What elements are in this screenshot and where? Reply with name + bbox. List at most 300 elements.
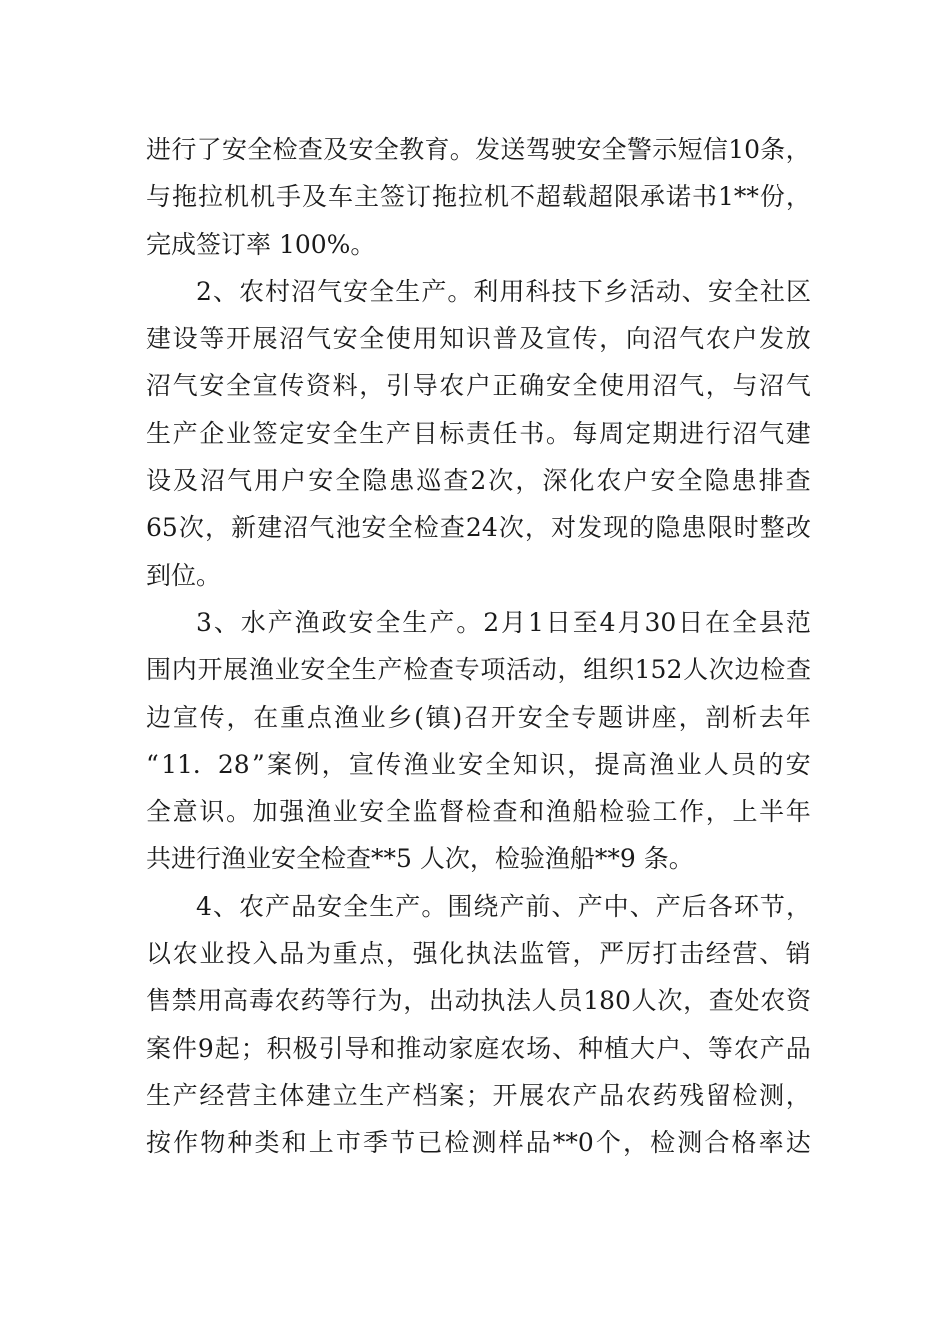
glyph: 渔 xyxy=(248,655,274,685)
glyph: 件 xyxy=(171,1033,197,1063)
glyph: 、 xyxy=(681,1033,707,1063)
glyph: 、 xyxy=(551,891,577,921)
glyph: 及 xyxy=(302,182,328,212)
glyph: 警 xyxy=(626,135,652,164)
glyph: 座 xyxy=(651,702,677,732)
glyph: 家 xyxy=(448,1033,474,1063)
glyph: 户 xyxy=(655,1033,681,1063)
glyph: 极 xyxy=(292,1033,318,1063)
glyph: 全 xyxy=(733,276,759,306)
glyph: 4 xyxy=(196,891,212,921)
glyph: 安 xyxy=(348,607,374,637)
glyph: 击 xyxy=(679,939,705,969)
glyph: 推 xyxy=(396,1033,422,1063)
glyph: 安 xyxy=(305,418,331,448)
glyph: 留 xyxy=(705,1080,731,1110)
glyph: 安 xyxy=(785,749,811,779)
glyph: 作 xyxy=(679,797,705,827)
glyph: 沼 xyxy=(291,276,317,306)
glyph: 2 xyxy=(470,466,487,496)
glyph: 时 xyxy=(733,513,759,543)
glyph: 安 xyxy=(332,324,358,354)
glyph: 资 xyxy=(785,986,811,1016)
glyph: ， xyxy=(515,466,541,496)
glyph: 引 xyxy=(385,371,411,401)
glyph: 展 xyxy=(223,655,249,685)
glyph: 产 xyxy=(499,891,525,921)
glyph: 传 xyxy=(279,371,305,401)
glyph: 检 xyxy=(413,513,439,543)
glyph: 业 xyxy=(332,797,358,827)
glyph: 载 xyxy=(562,182,588,212)
glyph: 入 xyxy=(252,939,278,969)
glyph: 次 xyxy=(498,513,524,543)
text-line xyxy=(146,883,811,930)
glyph: 动 xyxy=(422,1033,448,1063)
glyph: 活 xyxy=(506,655,532,685)
glyph: 安 xyxy=(545,371,571,401)
glyph: 员 xyxy=(557,986,583,1016)
glyph: 了 xyxy=(196,135,222,164)
glyph: 安 xyxy=(221,135,247,164)
glyph: 24 xyxy=(465,513,498,543)
glyph: 、 xyxy=(212,276,238,306)
glyph: 农 xyxy=(238,891,264,921)
glyph: 为 xyxy=(305,939,331,969)
glyph: 验 xyxy=(625,797,651,827)
glyph: 禁 xyxy=(171,986,197,1016)
glyph: 任 xyxy=(492,418,518,448)
glyph: ( xyxy=(414,702,424,732)
glyph: 180 xyxy=(583,986,631,1016)
glyph: 育 xyxy=(424,135,450,164)
glyph: 前 xyxy=(525,891,551,921)
glyph: 检 xyxy=(650,1128,676,1158)
glyph: 患 xyxy=(389,466,415,496)
glyph: 政 xyxy=(321,607,347,637)
glyph: 周 xyxy=(599,418,625,448)
glyph: ； xyxy=(465,1080,491,1110)
glyph: ， xyxy=(785,891,811,921)
glyph: ” xyxy=(251,749,265,779)
glyph: 格 xyxy=(731,1128,757,1158)
glyph: ， xyxy=(623,1128,649,1158)
glyph: ， xyxy=(785,1080,811,1110)
glyph: 全 xyxy=(601,135,627,164)
glyph: 以 xyxy=(146,939,172,969)
glyph: 节 xyxy=(759,891,785,921)
glyph: 目 xyxy=(412,418,438,448)
glyph: 诺 xyxy=(666,182,692,212)
glyph: 案 xyxy=(267,749,293,779)
glyph: 生 xyxy=(351,655,377,685)
glyph: 船 xyxy=(572,797,598,827)
glyph: ， xyxy=(705,797,731,827)
glyph: 全 xyxy=(385,797,411,827)
glyph: 气 xyxy=(679,324,705,354)
glyph: 4 xyxy=(599,607,616,637)
glyph: 、 xyxy=(213,607,239,637)
glyph: 镇 xyxy=(425,702,451,732)
glyph: 行 xyxy=(351,986,377,1016)
glyph: 查 xyxy=(428,655,454,685)
glyph: 范 xyxy=(785,607,811,637)
glyph: 科 xyxy=(525,276,551,306)
glyph: 拉 xyxy=(198,182,224,212)
glyph: 率 xyxy=(758,1128,784,1158)
glyph: 拖 xyxy=(172,182,198,212)
glyph: 深 xyxy=(542,466,568,496)
glyph: 药 xyxy=(652,1080,678,1110)
glyph: 例 xyxy=(294,749,320,779)
glyph: 出 xyxy=(428,986,454,1016)
glyph: 日 xyxy=(545,607,571,637)
glyph: 至 xyxy=(572,607,598,637)
glyph: ， xyxy=(359,371,385,401)
glyph: ， xyxy=(567,749,593,779)
glyph: 沼 xyxy=(652,324,678,354)
glyph: 设 xyxy=(172,324,198,354)
glyph: 示 xyxy=(652,135,678,164)
glyph: 全 xyxy=(343,891,369,921)
glyph: 安 xyxy=(343,276,369,306)
glyph: 开 xyxy=(490,702,516,732)
glyph: 30 xyxy=(644,607,677,637)
glyph: 沼 xyxy=(759,371,785,401)
glyph: 生 xyxy=(359,1080,385,1110)
glyph: 农 xyxy=(733,1033,759,1063)
glyph: 全 xyxy=(375,607,401,637)
glyph: 业 xyxy=(199,939,225,969)
glyph: 全 xyxy=(373,135,399,164)
glyph: 农 xyxy=(596,466,622,496)
glyph: 为 xyxy=(377,986,403,1016)
glyph: 销 xyxy=(785,939,811,969)
glyph: 全 xyxy=(332,418,358,448)
glyph: 植 xyxy=(604,1033,630,1063)
glyph: 渔 xyxy=(305,797,331,827)
glyph: ， xyxy=(321,749,347,779)
glyph: 安 xyxy=(199,371,225,401)
glyph: 导 xyxy=(344,1033,370,1063)
glyph: 意 xyxy=(172,797,198,827)
glyph: 农 xyxy=(625,1080,651,1110)
glyph: 承 xyxy=(640,182,666,212)
glyph: 户 xyxy=(465,371,491,401)
glyph: 水 xyxy=(240,607,266,637)
glyph: 讲 xyxy=(624,702,650,732)
glyph: 安 xyxy=(707,276,733,306)
glyph: 业 xyxy=(360,702,386,732)
glyph: 责 xyxy=(465,418,491,448)
glyph: 人 xyxy=(683,655,709,685)
glyph: 季 xyxy=(363,1128,389,1158)
glyph: 沼 xyxy=(732,418,758,448)
text-line xyxy=(146,457,811,504)
glyph: 识 xyxy=(199,797,225,827)
glyph: 样 xyxy=(498,1128,524,1158)
glyph: 达 xyxy=(785,1128,811,1158)
glyph: 开 xyxy=(492,1080,518,1110)
glyph: 庭 xyxy=(474,1033,500,1063)
glyph: 、 xyxy=(212,891,238,921)
glyph: 组 xyxy=(583,655,609,685)
text-line xyxy=(146,930,811,977)
glyph: 全 xyxy=(225,371,251,401)
glyph: 教 xyxy=(399,135,425,164)
glyph: 检 xyxy=(403,655,429,685)
glyph: 定 xyxy=(625,418,651,448)
glyph: 拉 xyxy=(458,182,484,212)
glyph: 场 xyxy=(526,1033,552,1063)
glyph: 农 xyxy=(500,1033,526,1063)
text-line xyxy=(146,362,811,409)
glyph: 点 xyxy=(359,939,385,969)
glyph: 业 xyxy=(274,655,300,685)
glyph: 。 xyxy=(225,797,251,827)
glyph: 正 xyxy=(492,371,518,401)
glyph: 体 xyxy=(279,1080,305,1110)
glyph: 社 xyxy=(759,276,785,306)
glyph: 订 xyxy=(406,182,432,212)
glyph: 农 xyxy=(545,1080,571,1110)
glyph: 检 xyxy=(272,135,298,164)
glyph: 营 xyxy=(732,939,758,969)
glyph: 产 xyxy=(385,418,411,448)
glyph: 织 xyxy=(608,655,634,685)
glyph: 强 xyxy=(279,797,305,827)
glyph: 化 xyxy=(439,939,465,969)
glyph: 全 xyxy=(146,797,172,827)
glyph: 。 xyxy=(421,891,447,921)
text-line: 共进行渔业安全检查**5 人次，检验渔船**9 条。 xyxy=(146,844,694,874)
glyph: 行 xyxy=(171,135,197,164)
glyph: 产 xyxy=(577,891,603,921)
glyph: 高 xyxy=(223,986,249,1016)
glyph: 现 xyxy=(603,513,629,543)
glyph: 边 xyxy=(734,655,760,685)
glyph: 品 xyxy=(279,939,305,969)
glyph: 围 xyxy=(146,655,172,685)
glyph: 书 xyxy=(519,418,545,448)
glyph: 案 xyxy=(146,1033,172,1063)
glyph: 气 xyxy=(227,466,253,496)
glyph: 产 xyxy=(172,1080,198,1110)
glyph: 安 xyxy=(361,513,387,543)
glyph: 资 xyxy=(305,371,331,401)
glyph: 县 xyxy=(758,607,784,637)
glyph: 展 xyxy=(519,1080,545,1110)
glyph: 和 xyxy=(370,1033,396,1063)
glyph: 动 xyxy=(655,276,681,306)
glyph: ， xyxy=(204,513,230,543)
glyph: 对 xyxy=(551,513,577,543)
glyph: 题 xyxy=(598,702,624,732)
glyph: 车 xyxy=(328,182,354,212)
text-line xyxy=(146,173,811,220)
glyph: 动 xyxy=(531,655,557,685)
glyph: 重 xyxy=(332,939,358,969)
glyph: 后 xyxy=(681,891,707,921)
glyph: 不 xyxy=(510,182,536,212)
glyph: 。 xyxy=(447,276,473,306)
glyph: ， xyxy=(785,135,811,164)
glyph: 发 xyxy=(475,135,501,164)
text-line xyxy=(146,599,811,646)
glyph: 检 xyxy=(599,797,625,827)
text-line: 完成签订率 100%。 xyxy=(146,229,376,259)
glyph: 档 xyxy=(412,1080,438,1110)
glyph: 10 xyxy=(728,135,760,164)
glyph: 驾 xyxy=(525,135,551,164)
glyph: 的 xyxy=(758,749,784,779)
glyph: 等 xyxy=(707,1033,733,1063)
glyph: 知 xyxy=(512,749,538,779)
glyph: 建 xyxy=(305,1080,331,1110)
glyph: 发 xyxy=(577,513,603,543)
glyph: 1** xyxy=(718,182,759,212)
glyph: 产 xyxy=(429,607,455,637)
glyph: 新 xyxy=(231,513,257,543)
glyph: 识 xyxy=(540,749,566,779)
glyph: 的 xyxy=(629,513,655,543)
glyph: 渔 xyxy=(294,607,320,637)
glyph: 产 xyxy=(267,607,293,637)
glyph: 患 xyxy=(731,466,757,496)
glyph: 生 xyxy=(359,418,385,448)
glyph: 节 xyxy=(390,1128,416,1158)
glyph: 11．28 xyxy=(161,749,250,779)
glyph: 标 xyxy=(439,418,465,448)
glyph: 法 xyxy=(492,939,518,969)
glyph: 65 xyxy=(146,513,178,543)
glyph: 品 xyxy=(291,891,317,921)
glyph: 测 xyxy=(471,1128,497,1158)
text-line xyxy=(146,1119,811,1166)
glyph: 在 xyxy=(705,607,731,637)
glyph: 次 xyxy=(708,655,734,685)
glyph: 营 xyxy=(225,1080,251,1110)
glyph: 人 xyxy=(703,749,729,779)
glyph: 产 xyxy=(655,891,681,921)
glyph: 技 xyxy=(551,276,577,306)
glyph: 宣 xyxy=(252,371,278,401)
glyph: 业 xyxy=(430,749,456,779)
glyph: 短 xyxy=(677,135,703,164)
glyph: 监 xyxy=(519,939,545,969)
glyph: 环 xyxy=(733,891,759,921)
glyph: 农 xyxy=(238,276,264,306)
text-line xyxy=(146,315,811,362)
glyph: 析 xyxy=(732,702,758,732)
glyph: ， xyxy=(705,371,731,401)
glyph: 年 xyxy=(785,702,811,732)
glyph: 确 xyxy=(519,371,545,401)
glyph: 积 xyxy=(266,1033,292,1063)
glyph: 用 xyxy=(197,986,223,1016)
glyph: 用 xyxy=(499,276,525,306)
glyph: 、 xyxy=(681,276,707,306)
glyph: ， xyxy=(557,655,583,685)
glyph: 产 xyxy=(385,1080,411,1110)
glyph: 次 xyxy=(657,986,683,1016)
glyph: 查 xyxy=(708,986,734,1016)
glyph: 次 xyxy=(488,466,514,496)
glyph: ， xyxy=(599,324,625,354)
glyph: 传 xyxy=(199,702,225,732)
glyph: 全 xyxy=(572,371,598,401)
glyph: 机 xyxy=(250,182,276,212)
glyph: 次 xyxy=(178,513,204,543)
glyph: 强 xyxy=(412,939,438,969)
glyph: 乡 xyxy=(387,702,413,732)
glyph: 改 xyxy=(785,513,811,543)
glyph: 气 xyxy=(759,418,785,448)
glyph: 安 xyxy=(517,702,543,732)
text-line xyxy=(146,1072,811,1119)
glyph: “ xyxy=(146,749,159,779)
glyph: 气 xyxy=(305,324,331,354)
glyph: 动 xyxy=(454,986,480,1016)
glyph: 识 xyxy=(465,324,491,354)
glyph: 设 xyxy=(146,466,172,496)
glyph: 生 xyxy=(146,1080,172,1110)
glyph: 产 xyxy=(421,276,447,306)
glyph: 户 xyxy=(732,324,758,354)
glyph: 2 xyxy=(196,276,212,306)
glyph: 使 xyxy=(599,371,625,401)
glyph: 户 xyxy=(623,466,649,496)
glyph: 条 xyxy=(760,135,786,164)
glyph: 沼 xyxy=(283,513,309,543)
glyph: 渔 xyxy=(333,702,359,732)
glyph: 法 xyxy=(506,986,532,1016)
glyph: 全 xyxy=(485,749,511,779)
glyph: 药 xyxy=(300,986,326,1016)
glyph: 产 xyxy=(572,1080,598,1110)
glyph: 气 xyxy=(309,513,335,543)
glyph: 严 xyxy=(599,939,625,969)
glyph: 毒 xyxy=(248,986,274,1016)
glyph: 全 xyxy=(326,655,352,685)
glyph: 渔 xyxy=(403,749,429,779)
glyph: 起 xyxy=(214,1033,240,1063)
glyph: 提 xyxy=(594,749,620,779)
glyph: 查 xyxy=(439,513,465,543)
glyph: 查 xyxy=(785,466,811,496)
glyph: 种 xyxy=(578,1033,604,1063)
glyph: 围 xyxy=(447,891,473,921)
glyph: 生 xyxy=(369,891,395,921)
glyph: 生 xyxy=(146,418,172,448)
glyph: 与 xyxy=(732,371,758,401)
glyph: 料 xyxy=(332,371,358,401)
glyph: 品 xyxy=(599,1080,625,1110)
glyph: 测 xyxy=(759,1080,785,1110)
glyph: 中 xyxy=(603,891,629,921)
glyph: 人 xyxy=(531,986,557,1016)
glyph: 业 xyxy=(225,418,251,448)
glyph: 。 xyxy=(545,418,571,448)
glyph: ； xyxy=(240,1033,266,1063)
text-line xyxy=(146,788,811,835)
glyph: 沼 xyxy=(200,466,226,496)
glyph: 产 xyxy=(377,655,403,685)
glyph: 员 xyxy=(731,749,757,779)
glyph: 进 xyxy=(146,135,172,164)
glyph: 人 xyxy=(631,986,657,1016)
glyph: 检 xyxy=(760,655,786,685)
